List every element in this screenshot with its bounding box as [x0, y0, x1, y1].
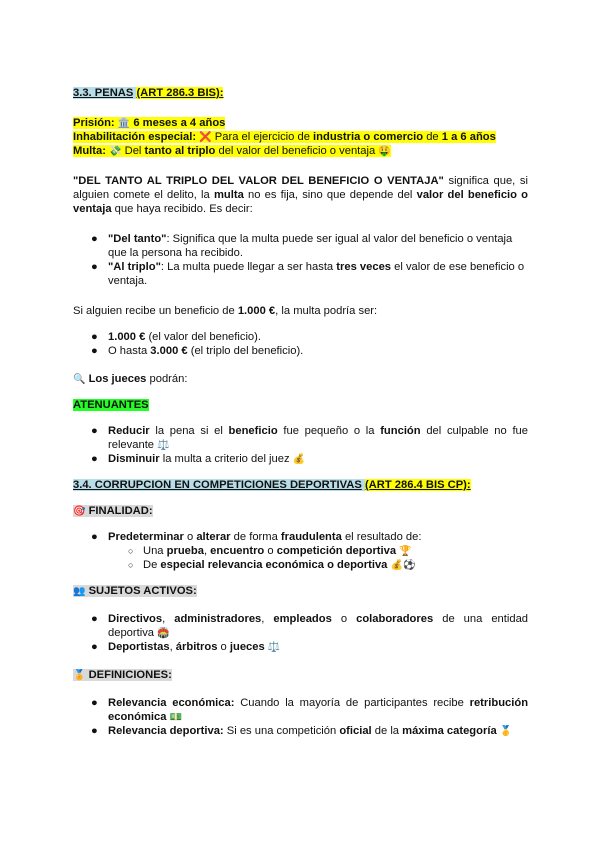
trophy-icon: 🏆 — [399, 546, 412, 557]
sub-bullet: ○ — [128, 560, 134, 570]
bullet-dot: ● — [91, 345, 98, 357]
cross-icon: ❌ — [199, 132, 212, 143]
list-item: O hasta 3.000 € (el triplo del beneficio). — [108, 345, 304, 357]
sub-bullet: ○ — [128, 546, 134, 556]
money-bag-icon: 💰 — [292, 454, 306, 465]
gold-medal-icon: 🥇 — [499, 726, 513, 737]
definiciones-heading: 🏅 DEFINICIONES: — [73, 669, 172, 681]
list-item: Deportistas, árbitros o jueces ⚖️ — [108, 641, 281, 653]
heading-ref: (ART 286.3 BIS): — [136, 87, 224, 99]
banknote-icon: 💵 — [169, 712, 183, 723]
building-icon: 🏛️ — [117, 118, 131, 129]
list-item-cont: que la persona ha recibido. — [108, 247, 243, 259]
list-item: 1.000 € (el valor del beneficio). — [108, 331, 261, 343]
example-paragraph: Si alguien recibe un beneficio de 1.000 €, la multa podría ser: — [73, 305, 378, 317]
list-item: Reducir la pena si el beneficio fue pequeño o la función del culpable no fue — [108, 425, 529, 437]
bullet-dot: ● — [91, 697, 98, 709]
bullet-dot: ● — [91, 613, 98, 625]
scales-icon: ⚖️ — [267, 642, 281, 653]
bullet-dot: ● — [91, 425, 98, 437]
target-icon: 🎯 — [73, 506, 86, 517]
section-heading-3-3 — [73, 86, 223, 100]
prision-label: Prisión: — [73, 117, 115, 129]
list-item: Relevancia económica: Cuando la mayoría de participantes recibe retribución — [108, 697, 529, 709]
list-item-cont: relevante ⚖️ — [108, 439, 170, 451]
money-wings-icon: 💸 — [109, 146, 122, 157]
list-item-cont: deportiva 🏟️ — [108, 627, 170, 639]
sujetos-heading: 👥 SUJETOS ACTIVOS: — [73, 585, 197, 597]
bullet-dot: ● — [91, 233, 98, 245]
paragraph-line: "DEL TANTO AL TRIPLO DEL VALOR DEL BENEFICIO O VENTAJA" significa que, si — [73, 175, 528, 187]
finalidad-heading: 🎯 FINALIDAD: — [73, 505, 153, 517]
list-item: Directivos, administradores, empleados o colaboradores de una entidad — [108, 613, 529, 625]
medal-icon: 🏅 — [73, 670, 86, 681]
list-item: Disminuir la multa a criterio del juez 💰 — [108, 453, 306, 465]
pena-multa: Multa: 💸 Del tanto al triplo del valor del beneficio o ventaja 🤑 — [73, 145, 391, 157]
bullet-dot: ● — [91, 531, 98, 543]
people-icon: 👥 — [73, 586, 86, 597]
paragraph-line: ventaja que haya recibido. Es decir: — [73, 203, 253, 215]
atenuantes-heading: ATENUANTES — [73, 399, 149, 411]
list-item: Relevancia deportiva: Si es una competición oficial de la máxima categoría 🥇 — [108, 725, 513, 737]
list-item-cont: ventaja. — [108, 275, 148, 287]
jueces-line: 🔍 Los jueces podrán: — [73, 373, 188, 385]
pena-prision — [73, 116, 225, 131]
magnifier-icon: 🔍 — [73, 374, 86, 385]
list-item-cont: económica 💵 — [108, 711, 183, 723]
pena-inhabilitacion: Inhabilitación especial: ❌ Para el ejercicio de industria o comercio de 1 a 6 años — [73, 131, 496, 143]
section-heading-3-4: 3.4. CORRUPCION EN COMPETICIONES DEPORTIVAS (ART 286.4 BIS CP): — [73, 479, 471, 491]
bullet-dot: ● — [91, 641, 98, 653]
bullet-dot: ● — [91, 331, 98, 343]
sub-list-item: De especial relevancia económica o deportiva 💰⚽ — [143, 559, 416, 571]
list-item: "Del tanto": Significa que la multa puede ser igual al valor del beneficio o ventaja — [108, 233, 513, 245]
list-item: "Al triplo": La multa puede llegar a ser hasta tres veces el valor de ese beneficio o — [108, 261, 525, 273]
heading-text: 3.3. PENAS — [73, 87, 134, 99]
bullet-dot: ● — [91, 453, 98, 465]
bullet-dot: ● — [91, 261, 98, 273]
scales-icon: ⚖️ — [157, 440, 170, 451]
list-item: Predeterminar o alterar de forma fraudulenta el resultado de: — [108, 531, 422, 543]
sub-list-item: Una prueba, encuentro o competición deportiva 🏆 — [143, 545, 412, 557]
money-face-icon: 🤑 — [378, 146, 391, 157]
prision-value: 6 meses a 4 años — [133, 117, 226, 129]
money-ball-icon: 💰⚽ — [390, 560, 416, 571]
paragraph-line: alguien comete el delito, la multa no es fija, sino que depende del valor del beneficio o — [73, 189, 529, 201]
bullet-dot: ● — [91, 725, 98, 737]
stadium-icon: 🏟️ — [157, 628, 170, 639]
